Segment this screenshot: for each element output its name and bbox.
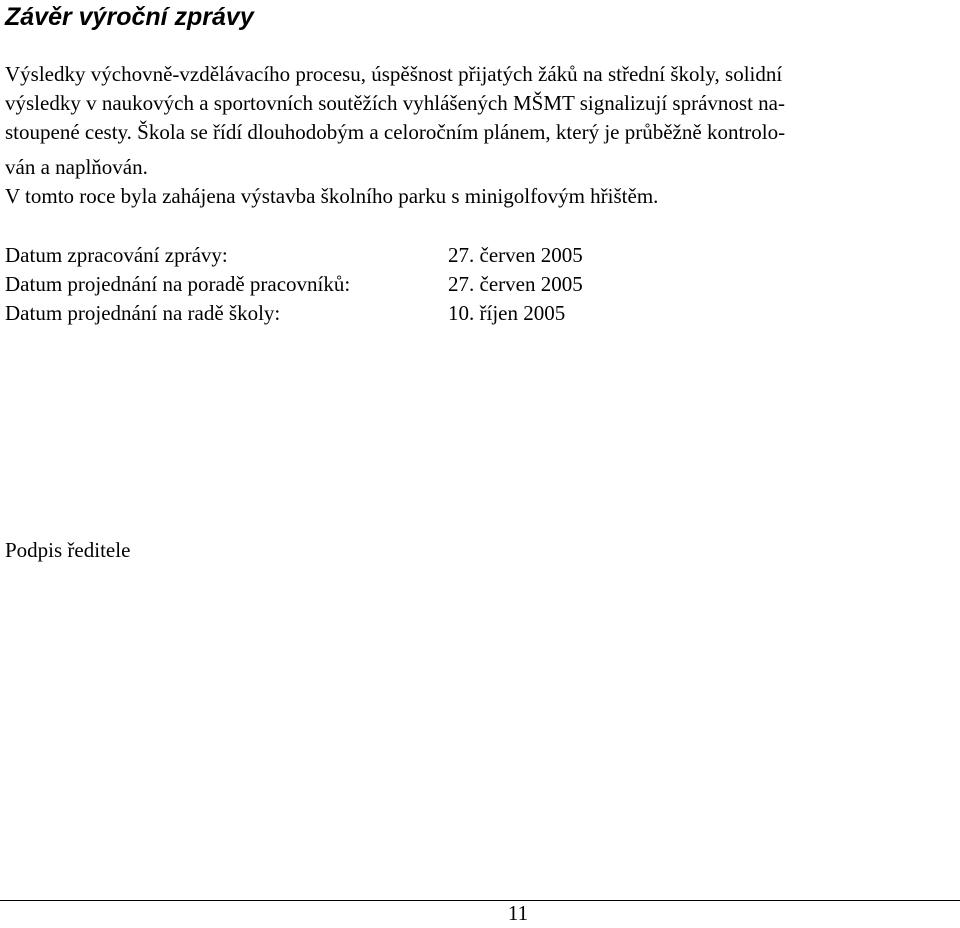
date-value: 10. říjen 2005 <box>448 301 566 325</box>
date-value: 27. červen 2005 <box>448 243 583 267</box>
paragraph-line-5: V tomto roce byla zahájena výstavba školního parku s minigolfovým hřištěm. <box>5 184 659 208</box>
date-label: Datum projednání na poradě pracovníků: <box>5 272 351 296</box>
paragraph-line-2: výsledky v naukových a sportovních soutěžích vyhlášených MŠMT signalizují správnost na- <box>5 91 785 115</box>
date-label: Datum zpracování zprávy: <box>5 243 228 267</box>
paragraph-line-4: ván a naplňován. <box>5 155 148 179</box>
signature-label: Podpis ředitele <box>5 538 131 562</box>
paragraph-line-3: stoupené cesty. Škola se řídí dlouhodobým a celoročním plánem, který je průběžně kontrolo- <box>5 120 786 144</box>
date-label: Datum projednání na radě školy: <box>5 301 281 325</box>
section-heading: Závěr výroční zprávy <box>5 3 254 31</box>
date-value: 27. červen 2005 <box>448 272 583 296</box>
page-number: 11 <box>507 901 529 925</box>
paragraph-line-1: Výsledky výchovně-vzdělávacího procesu, úspěšnost přijatých žáků na střední školy, solidní <box>5 62 783 86</box>
